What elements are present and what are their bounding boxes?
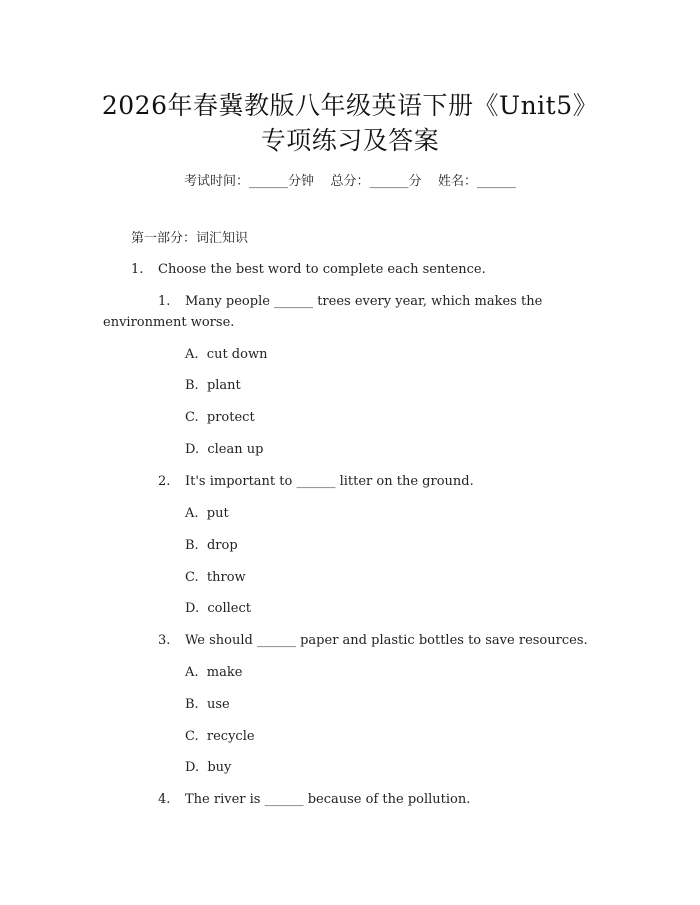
option-item: D. buy [185,760,232,775]
option-item: D. clean up [185,442,264,457]
document-title-line2: 专项练习及答案 [260,126,440,155]
option-item: C. recycle [185,729,255,744]
question-number: 2. [158,474,171,489]
part-heading: 第一部分：词汇知识 [131,231,249,246]
option-item: C. protect [185,410,255,425]
option-item: B. plant [185,378,241,393]
question-number: 4. [158,792,171,807]
option-item: A. make [185,665,243,680]
exam-info: 考试时间：______分钟 总分：______分 姓名：______ [183,174,517,189]
question-text: Many people ______ trees every year, which makes the [185,294,543,309]
option-item: D. collect [185,601,251,616]
question-text: The river is ______ because of the pollution. [185,792,471,807]
question-text: We should ______ paper and plastic bottles to save resources. [185,633,588,648]
document-title-line1: 2026年春冀教版八年级英语下册《Unit5》 [101,91,599,120]
question-text: It's important to ______ litter on the ground. [185,474,474,489]
option-item: C. throw [185,570,246,585]
question-number: 3. [158,633,171,648]
question-number: 1. [158,294,171,309]
option-item: B. use [185,697,230,712]
section-number: 1. [131,262,144,277]
question-text-continued: environment worse. [103,315,235,330]
option-item: A. put [185,506,229,521]
option-item: B. drop [185,538,238,553]
option-item: A. cut down [185,347,268,362]
section-instruction: Choose the best word to complete each sentence. [158,262,486,277]
